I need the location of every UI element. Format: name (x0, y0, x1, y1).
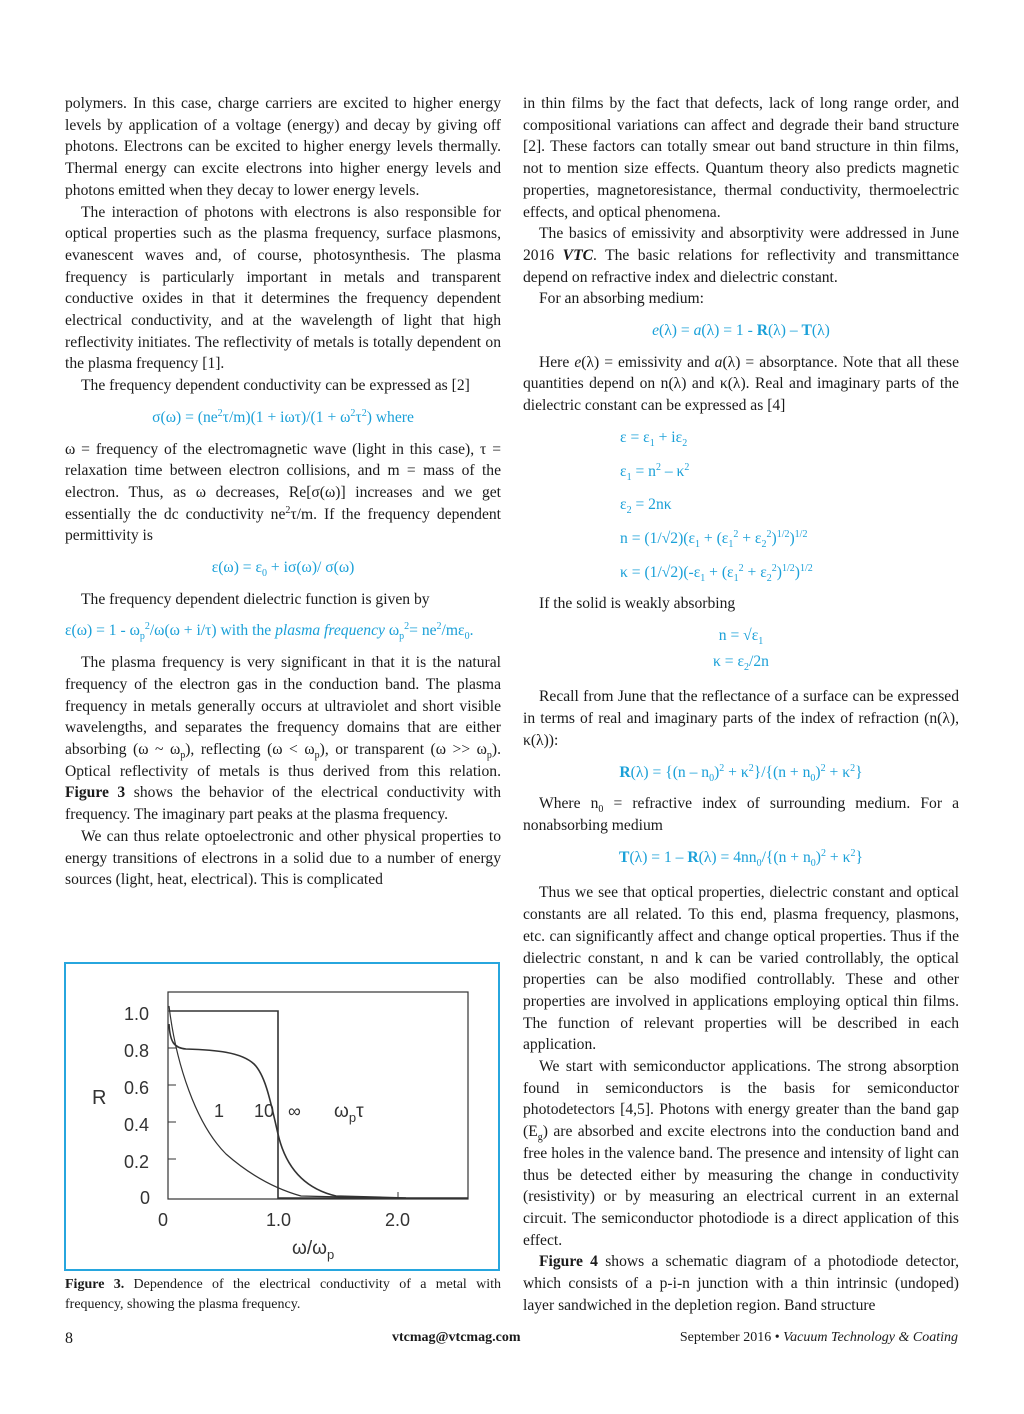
footer-email[interactable]: vtcmag@vtcmag.com (392, 1330, 521, 1345)
equation-permittivity: $\varepsilon(\omega) = \varepsilon_0 + i\sigma(\omega)/$ σ(ω) (211, 559, 355, 580)
paragraph: The interaction of photons with electrons is also responsible for optical properties such as the plasma frequency, surface plasmons, evanescent waves and, of course, photosynthesis. The plasma frequency is particularly important in metals and transparent conductive oxides in that it determines the frequency dependent electrical conductivity, and at the wavelength of light that high reflectivity initiates. The reflectivity of metals is totally dependent on the plasma frequency [1]. (65, 203, 501, 373)
paragraph: The frequency dependent conductivity can be expressed as [2] (81, 377, 470, 395)
paragraph: ω = frequency of the electromagnetic wave (light in this case), τ = relaxation time between electron collisions, and m = mass of the electron. Thus, as ω decreases, Re[σ(ω)] increases and we get essentially the dc conductivity $ne^2\tau/m$. If the frequency dependent permittivity is (65, 440, 501, 545)
paragraph: For an absorbing medium: (539, 290, 705, 308)
plot-frame (168, 992, 468, 1199)
y-tick: 0.6 (124, 1078, 150, 1098)
x-tick: 0 (158, 1210, 169, 1230)
paragraph: Here e(λ) = emissivity and a(λ) = absorptance. Note that all these quantities depend on n(λ) and κ(λ). Real and imaginary parts of the dielectric constant can be expressed as [4] (523, 353, 959, 415)
equation-conductivity: $\sigma(\omega) = (ne^2\tau/m)(1 + i\omega\tau)/(1 + \omega^2\tau^2)$ where (152, 407, 414, 426)
paragraph: Where $n_0$ = refractive index of surrounding medium. For a nonabsorbing medium (523, 795, 960, 834)
y-axis-label: R (92, 1087, 107, 1109)
equation-weak-n: $n = √\varepsilon_1$ (718, 627, 764, 648)
equation-reflectance: $R(\lambda) = \{(n - n_0)^2 + \kappa^2\}/\{(n + n_0)^2 + \kappa^2\}$ (619, 762, 863, 784)
paragraph: Figure 4 shows a schematic diagram of a photodiode detector, which consists of a p-i-n junction with a thin intrinsic (undoped) layer sandwiched in the depletion region. Band structure (523, 1253, 959, 1314)
left-column (65, 93, 501, 891)
paragraph: The frequency dependent dielectric function is given by (81, 590, 430, 608)
y-tick: 0.2 (124, 1152, 150, 1172)
equation-block-dielectric: $\varepsilon = \varepsilon_1 + i\varepsilon_2$ $\varepsilon_1 = n^2 - \kappa^2$ $\varepsilon_2 = 2n\kappa$ $n = (1/√2)(\varepsilon_1 + (\varepsilon_1^2 + \varepsilon_2^2)^{1/2})^{1/2}$ $\kappa = (1/√2)(-\varepsilon_1 + (\varepsilon_1^2 + \varepsilon_2^2)^{1/2})^{1/2}$ (620, 428, 813, 584)
paragraph: Thus we see that optical properties, dielectric constant and optical constants are all related. To this end, plasma frequency, plasmons, etc. can significantly affect and change optical properties. Thus if the dielectric constant, n and k can be varied controllably, the optical properties can be also modified controllably. These and other properties are involved in applications employing optical thin films. The function of relevant properties will be described in each application. (523, 884, 959, 1054)
figure-caption: Figure 3. Dependence of the electrical conductivity of a metal with frequency, showing the plasma frequency. (65, 1277, 501, 1312)
y-tick: 0.8 (124, 1041, 150, 1061)
curve-label: ∞ (288, 1101, 301, 1121)
curve-label: 10 (254, 1101, 275, 1121)
curve-label: 1 (214, 1101, 225, 1121)
paragraph: Recall from June that the reflectance of a surface can be expressed in terms of real and imaginary parts of the index of refraction (n(λ), κ(λ)): (523, 688, 959, 749)
right-column (523, 93, 959, 1316)
paragraph: We start with semiconductor applications. The strong absorption found in semiconductors is the basis for semiconductor photodetectors [4,5]. Photons with energy greater than the band gap $(E_g)$ are absorbed and excite electrons into the conduction band and free holes in the valence band. The presence and intensity of light can thus be detected either by measuring the change in conductivity (resistivity) or by measuring an electrical current in an external circuit. The semiconductor photodiode is a direct application of this effect. (523, 1058, 959, 1249)
x-tick: 1.0 (266, 1210, 292, 1230)
figure-3 (64, 962, 500, 1271)
y-tick: 0.4 (124, 1115, 150, 1135)
paragraph: in thin films by the fact that defects, lack of long range order, and compositional variations can affect and degrade their band structure [2]. These factors can totally smear out band structure in thin films, not to mention size effects. Quantum theory also predicts magnetic properties, magnetoresistance, thermal conductivity, thermoelectric effects, and optical phenomena. (523, 95, 959, 221)
paragraph: The basics of emissivity and absorptivity were addressed in June 2016 VTC. The basic relations for reflectivity and transmittance depend on refractive index and dielectric constant. (523, 225, 959, 286)
paragraph: If the solid is weakly absorbing (539, 595, 736, 613)
y-tick: 1.0 (124, 1004, 150, 1024)
paragraph: We can thus relate optoelectronic and other physical properties to energy transitions of electrons in a solid due to a number of energy sources (light, heat, electrical). This is complicated (65, 827, 501, 889)
curve-parameter-label: $\omega_p\tau$ (334, 1101, 364, 1125)
equation-emissivity: e(λ) = a(λ) = 1 - R(λ) – T(λ) (652, 322, 830, 340)
paragraph: The plasma frequency is very significant in that it is the natural frequency of the electron gas in the conduction band. The plasma frequency in metals generally occurs at ultraviolet and short visible wavelengths, and separates the frequency domains that are either absorbing (ω ~ $\omega_p$), reflecting $(\omega < \omega_p)$, or transparent $(\omega >> \omega_p)$. Optical reflectivity of metals is thus derived from this relation. Figure 3 shows the behavior of the electrical conductivity with frequency. The imaginary part peaks at the plasma frequency. (65, 654, 501, 824)
x-axis-label: $\omega/\omega_p$ (292, 1238, 335, 1262)
paragraph: polymers. In this case, charge carriers are excited to higher energy levels by application of a voltage (energy) and decay by giving off photons. Electrons can be excited to higher energy levels thermally. Thermal energy can excite electrons into higher energy levels and photons emitted when they decay to lower energy levels. (65, 95, 501, 199)
page-number: 8 (65, 1330, 73, 1347)
y-tick: 0 (140, 1188, 151, 1208)
footer-issue: September 2016 • Vacuum Technology & Coating (679, 1330, 958, 1345)
equation-weak-kappa: $\kappa = \varepsilon_2/2n$ (713, 652, 769, 673)
x-tick: 2.0 (385, 1210, 411, 1230)
equation-transmittance: $T(\lambda) = 1 - R(\lambda) = 4nn_0/\{(n + n_0)^2 + \kappa^2\}$ (619, 847, 863, 869)
equation-dielectric-function: $\varepsilon(\omega) = 1 - \omega_p^2/\omega(\omega + i/\tau)$ with the plasma frequency $\omega_p^2= ne^2/m\varepsilon_0$. (65, 621, 474, 643)
reflectivity-plot (66, 964, 498, 1269)
